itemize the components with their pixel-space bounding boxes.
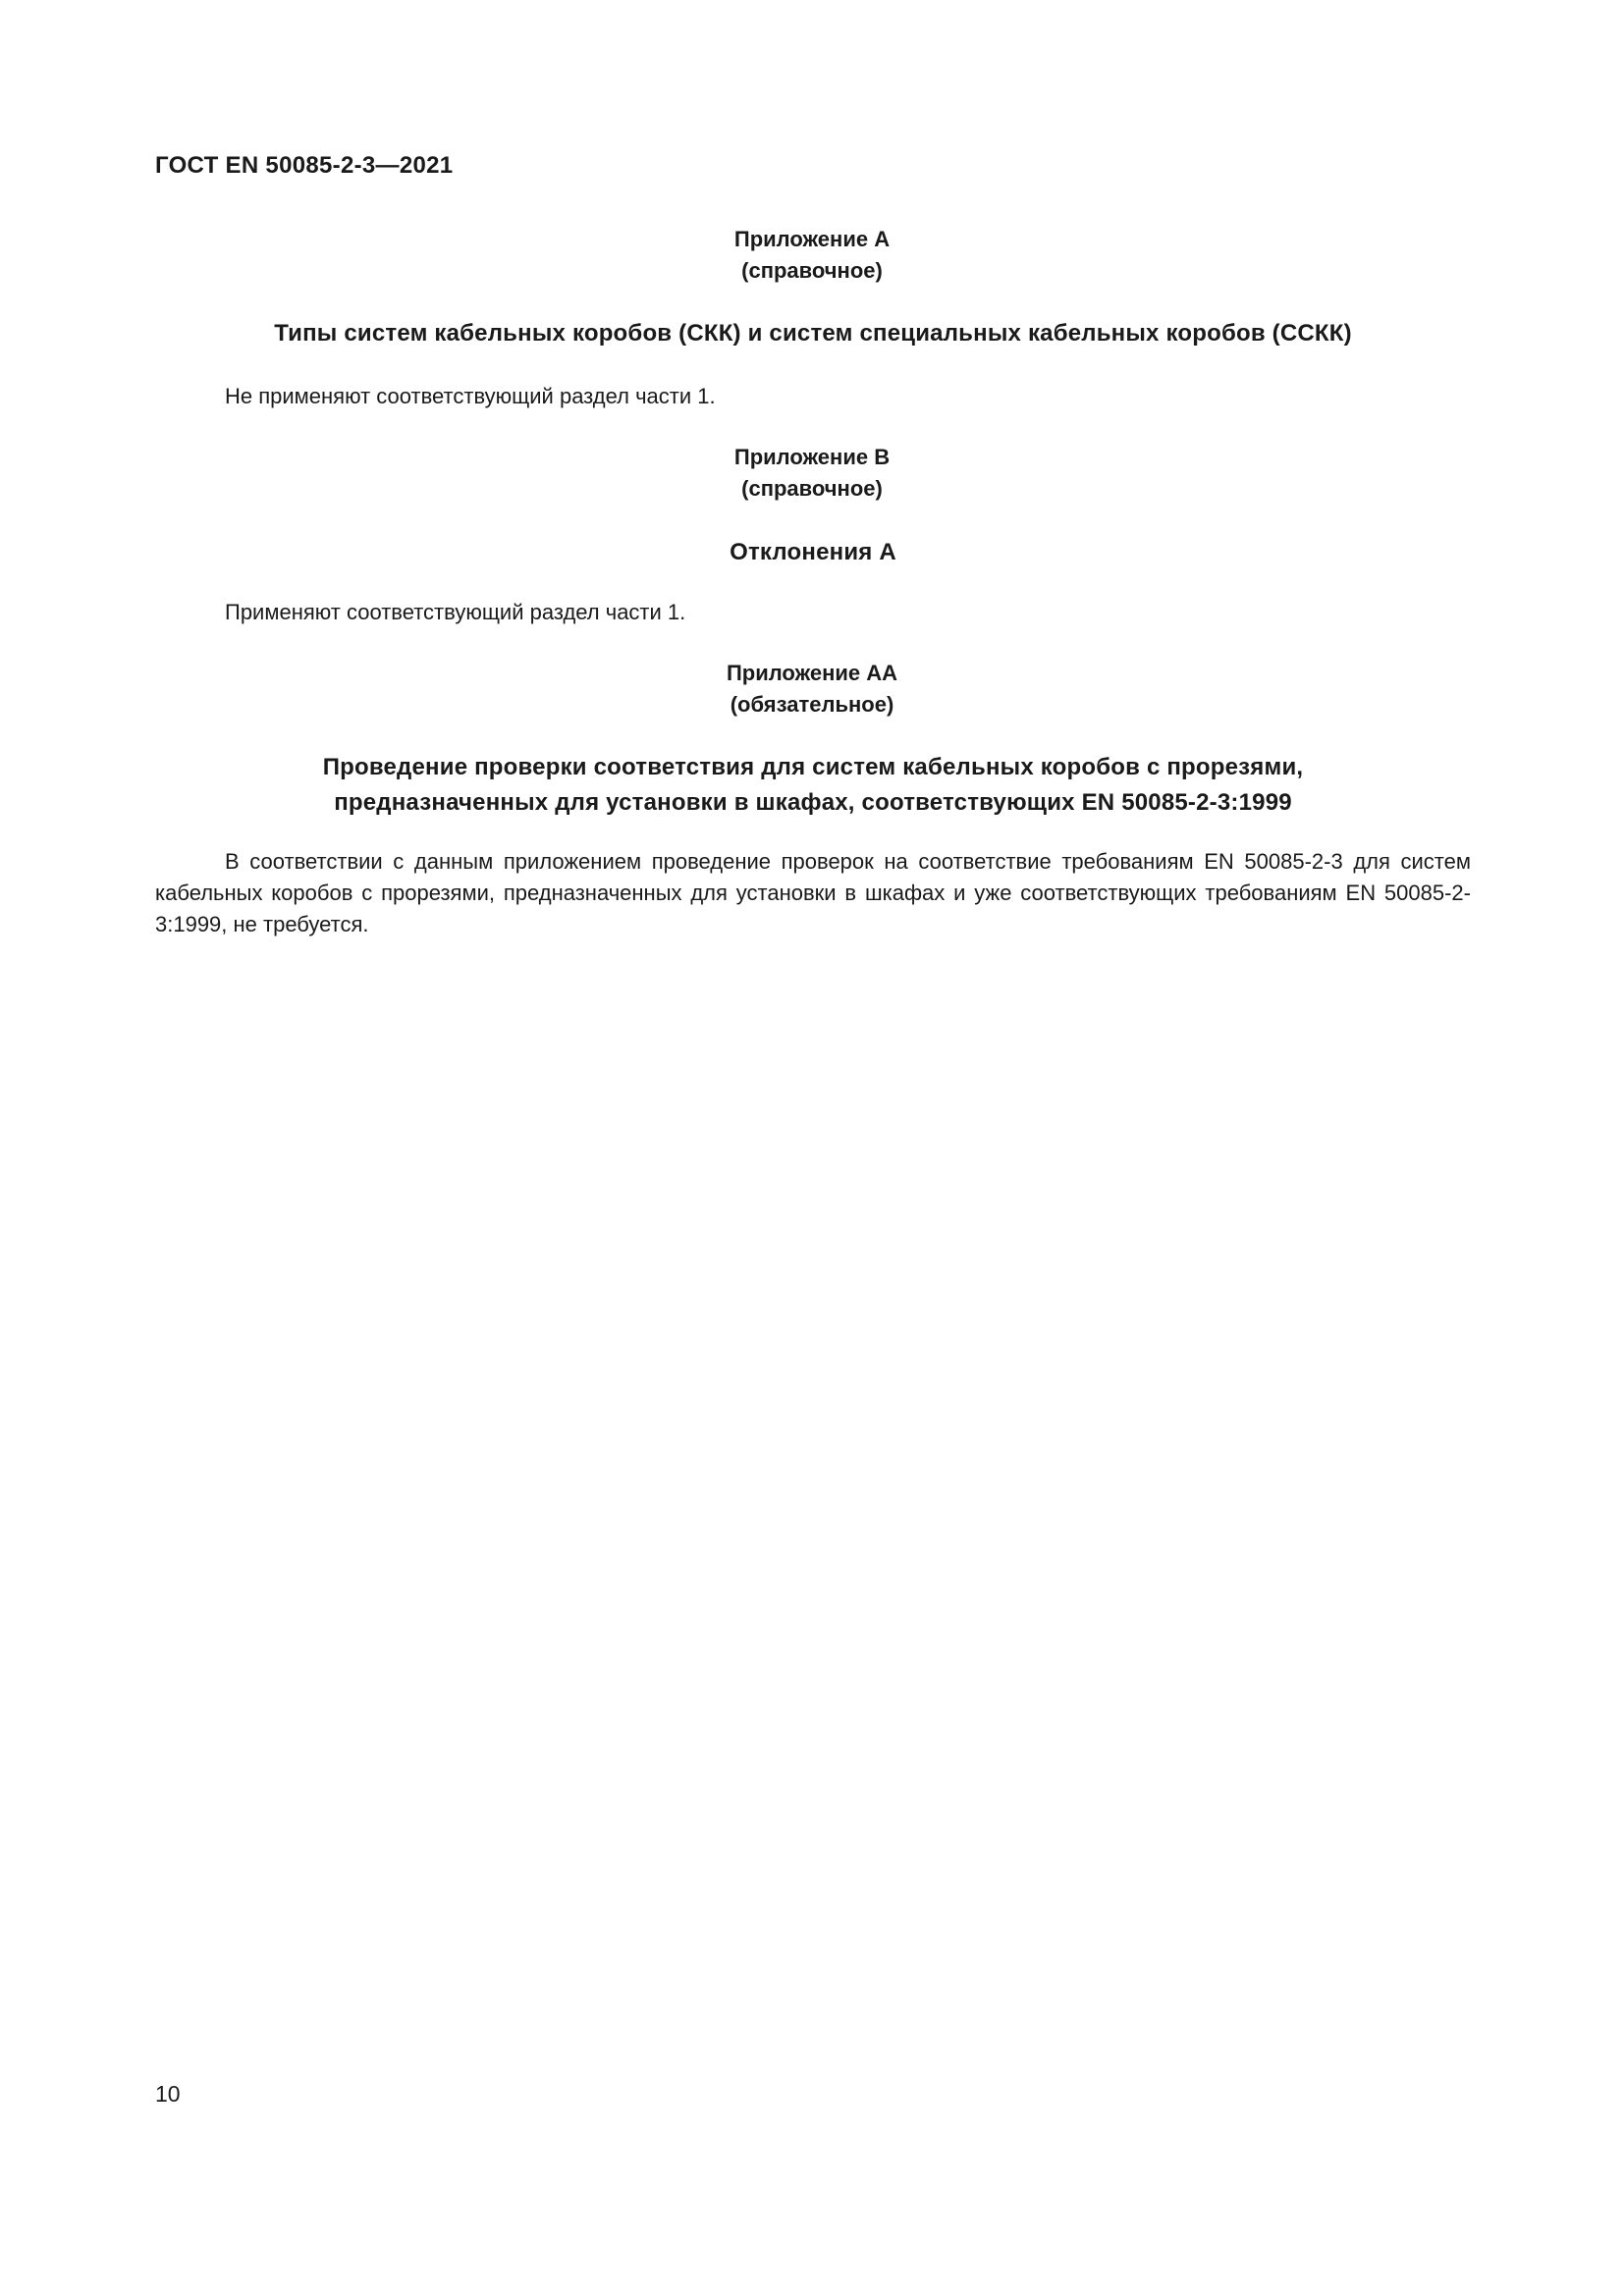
annex-b-status: (справочное)	[741, 476, 883, 501]
annex-aa-text: В соответствии с данным приложением проведение проверок на соответствие требованиям EN 50085-2-3 для систем кабельных коробов с прорезями, предназначенных для установки в шкафах и уже соответствующих требованиям EN 50085-2-3:1999, не требуется.	[155, 849, 1471, 936]
annex-b-title	[155, 535, 1471, 570]
annex-aa-title-line-1: Проведение проверки соответствия для систем кабельных коробов с прорезями,	[322, 754, 1304, 780]
page-number: 10	[155, 2081, 181, 2107]
annex-aa-title	[155, 750, 1471, 821]
annex-aa-status: (обязательное)	[730, 692, 894, 717]
annex-aa-name: Приложение АА	[726, 661, 898, 685]
annex-b-text: Применяют соответствующий раздел части 1.	[225, 600, 686, 624]
annex-b-name: Приложение B	[733, 445, 891, 469]
annex-aa-label	[0, 658, 1624, 721]
document-code: ГОСТ EN 50085-2-3—2021	[155, 152, 454, 179]
annex-a-text: Не применяют соответствующий раздел части 1.	[225, 384, 716, 408]
annex-a-name: Приложение A	[733, 227, 891, 251]
annex-a-title-line: Типы систем кабельных коробов (СКК) и систем специальных кабельных коробов (ССКК)	[274, 320, 1352, 347]
annex-b-title-line: Отклонения А	[730, 539, 896, 565]
annex-aa-title-line-2: предназначенных для установки в шкафах, соответствующих EN 50085-2-3:1999	[334, 789, 1292, 816]
annex-b-label	[0, 442, 1624, 505]
annex-a-label	[0, 224, 1624, 287]
annex-a-status: (справочное)	[741, 258, 883, 283]
annex-a-title	[155, 316, 1471, 351]
